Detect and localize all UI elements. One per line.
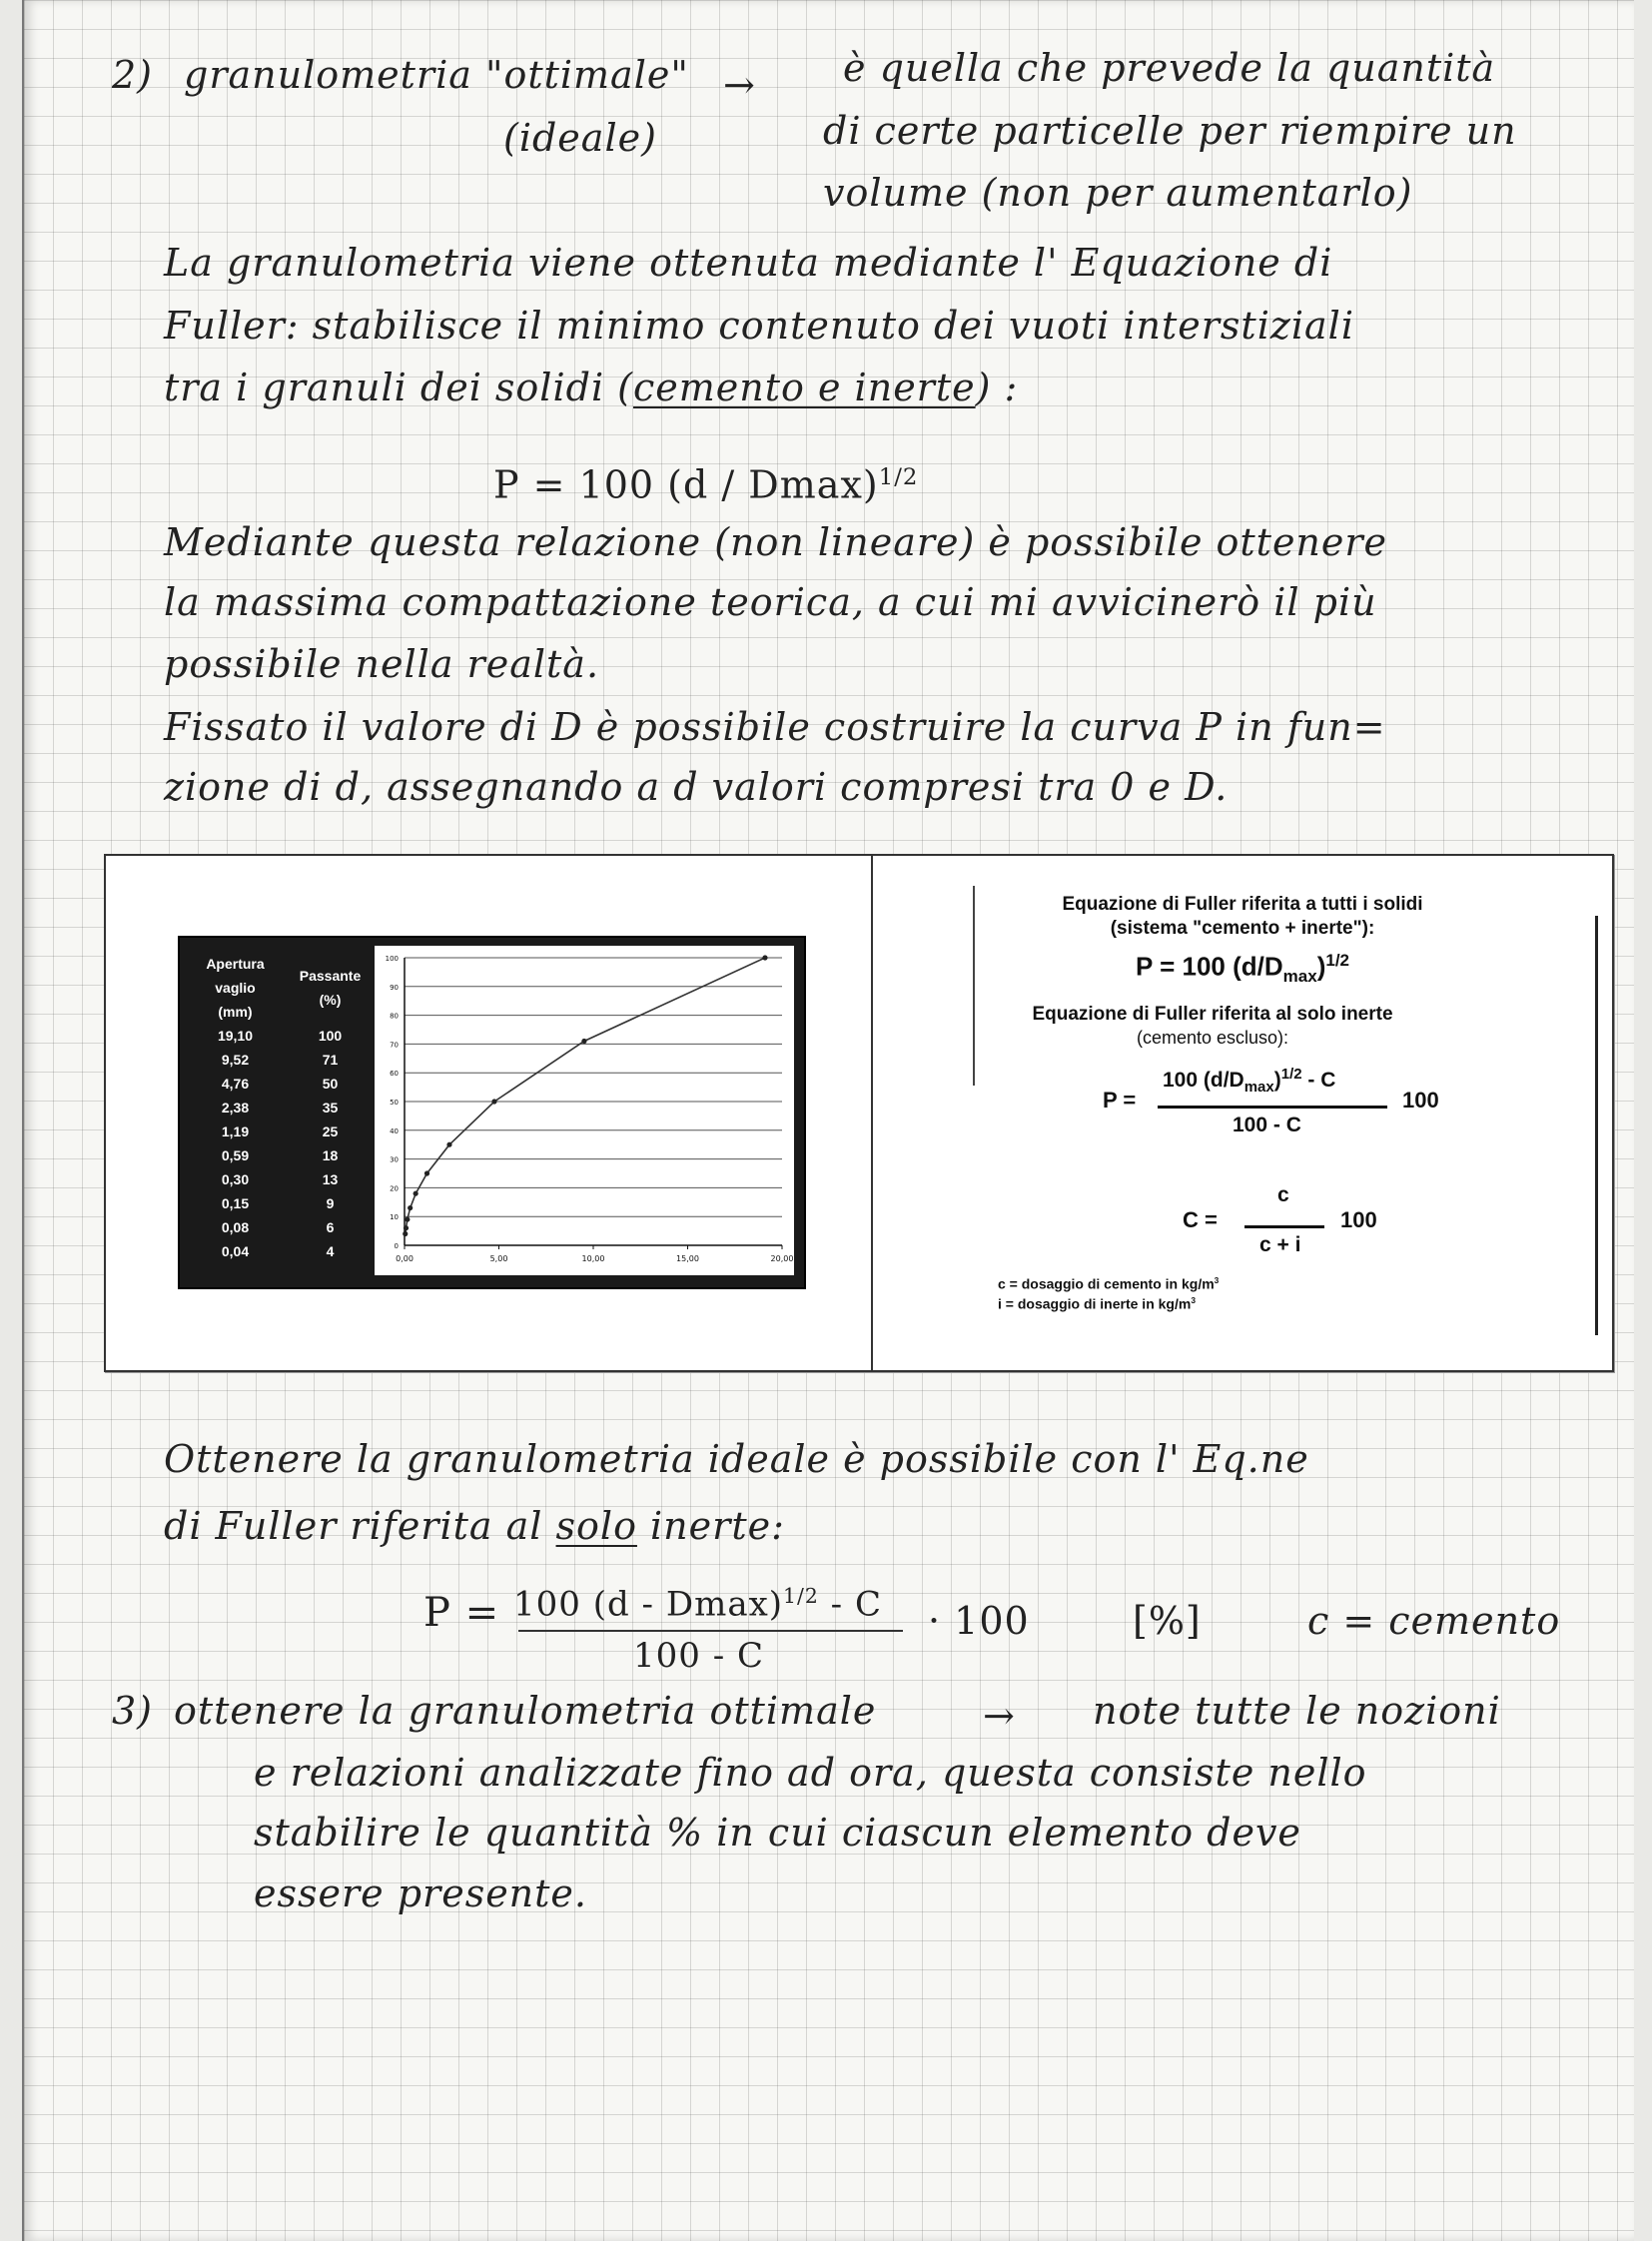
legend-cement-exp: 3 bbox=[1214, 1275, 1220, 1285]
eq3-fraction-line bbox=[1244, 1225, 1324, 1228]
para1-line-b: Fuller: stabilisce il minimo contenuto dei vuoti interstiziali bbox=[164, 304, 1354, 348]
section-2-def-c: volume (non per aumentarlo) bbox=[823, 171, 1413, 215]
table-row bbox=[188, 1215, 378, 1239]
table-row bbox=[188, 1239, 378, 1263]
y-tick-label: 100 bbox=[385, 955, 399, 963]
y-tick-label: 50 bbox=[390, 1099, 399, 1107]
data-point bbox=[408, 1205, 413, 1210]
cell-opening: 0,04 bbox=[221, 1243, 250, 1259]
para3-line-b: zione di d, assegnando a d valori compresi tra 0 e D. bbox=[164, 765, 1229, 809]
x-tick-label: 20,00 bbox=[770, 1254, 794, 1263]
grading-table bbox=[188, 952, 378, 1263]
para1-underlined: cemento e inerte bbox=[633, 366, 976, 409]
legend-cement-text: c = dosaggio di cemento in kg/m bbox=[998, 1275, 1215, 1292]
x-tick-label: 5,00 bbox=[489, 1254, 508, 1263]
cell-passing: 71 bbox=[322, 1052, 339, 1068]
eq2-num-sub: max bbox=[1243, 1079, 1274, 1097]
y-tick-label: 60 bbox=[390, 1070, 399, 1079]
cell-passing: 4 bbox=[326, 1243, 335, 1259]
fuller-text-block bbox=[873, 856, 1612, 1370]
eq2-multiplier: 100 bbox=[1402, 1088, 1439, 1113]
para1-line-c bbox=[164, 365, 1018, 410]
eq1-tail: ) bbox=[1316, 951, 1326, 982]
grading-curve-chart bbox=[375, 946, 794, 1275]
cell-opening: 0,08 bbox=[221, 1219, 250, 1235]
formula2-num-exp: 1/2 bbox=[783, 1584, 819, 1608]
cell-opening: 2,38 bbox=[221, 1100, 250, 1116]
section-3-line-d: stabilire le quantità % in cui ciascun elemento deve bbox=[254, 1811, 1301, 1855]
eq2-denominator: 100 - C bbox=[1233, 1114, 1301, 1136]
section-2-number: 2) bbox=[112, 53, 154, 97]
header-opening-2: vaglio bbox=[215, 980, 256, 996]
x-tick-label: 0,00 bbox=[396, 1254, 413, 1263]
formula2-numerator bbox=[513, 1573, 882, 1627]
eq2-num-main: 100 (d/D bbox=[1163, 1069, 1244, 1092]
cell-passing: 9 bbox=[326, 1195, 335, 1211]
y-tick-label: 70 bbox=[390, 1041, 399, 1050]
fuller-equations-figure bbox=[871, 854, 1614, 1372]
cell-opening: 9,52 bbox=[221, 1052, 250, 1068]
para4-underlined: solo bbox=[555, 1504, 637, 1548]
para2-line-c: possibile nella realtà. bbox=[164, 642, 600, 686]
header-passing-1: Passante bbox=[299, 968, 362, 984]
para1-line-c-start: tra i granuli dei solidi ( bbox=[164, 366, 633, 409]
cell-passing: 35 bbox=[322, 1100, 339, 1116]
section-2-term: granulometria "ottimale" bbox=[184, 53, 689, 97]
section-2-def-a: è quella che prevede la quantità bbox=[843, 46, 1496, 90]
eq2-lhs: P = bbox=[1103, 1088, 1137, 1113]
cell-passing: 18 bbox=[322, 1147, 339, 1163]
legend-inert-exp: 3 bbox=[1191, 1295, 1196, 1305]
formula2-lhs: P = bbox=[423, 1590, 500, 1636]
cell-opening: 19,10 bbox=[217, 1028, 254, 1044]
grading-dark-box bbox=[178, 936, 806, 1289]
grading-table-header bbox=[188, 952, 378, 1024]
header-passing-2: (%) bbox=[319, 992, 342, 1008]
formula2-fraction-line bbox=[518, 1630, 903, 1632]
eq3-denominator: c + i bbox=[1259, 1233, 1301, 1256]
eq1-sub: max bbox=[1282, 966, 1317, 986]
data-point bbox=[413, 1191, 418, 1196]
y-tick-label: 80 bbox=[390, 1012, 399, 1021]
cell-passing: 6 bbox=[326, 1219, 335, 1235]
fuller-title-2: Equazione di Fuller riferita al solo inerte bbox=[1032, 1004, 1393, 1025]
header-opening bbox=[188, 952, 283, 1024]
cell-passing: 50 bbox=[322, 1076, 339, 1092]
fuller-title-1-sub: (sistema "cemento + inerte"): bbox=[1110, 918, 1375, 939]
fuller-title-1: Equazione di Fuller riferita a tutti i solidi bbox=[1062, 894, 1423, 915]
eq1-main: P = 100 (d/D bbox=[1136, 951, 1283, 982]
formula2-num-tail: - C bbox=[818, 1584, 882, 1625]
section-3-title: ottenere la granulometria ottimale bbox=[174, 1689, 877, 1733]
table-row bbox=[188, 1024, 378, 1048]
para1-line-a: La granulometria viene ottenuta mediante l' Equazione di bbox=[164, 241, 1333, 285]
eq3-multiplier: 100 bbox=[1340, 1207, 1377, 1232]
table-row bbox=[188, 1191, 378, 1215]
grading-table-body bbox=[188, 1024, 378, 1263]
arrow-icon: → bbox=[723, 63, 756, 107]
data-point bbox=[446, 1142, 451, 1147]
para3-line-a: Fissato il valore di D è possibile costruire la curva P in fun= bbox=[164, 705, 1386, 749]
legend-cement bbox=[998, 1275, 1219, 1292]
formula2-multiplier: · 100 bbox=[928, 1599, 1030, 1643]
table-row bbox=[188, 1120, 378, 1143]
table-row bbox=[188, 1048, 378, 1072]
header-passing bbox=[283, 952, 378, 1024]
y-tick-label: 30 bbox=[390, 1155, 399, 1164]
cell-opening: 4,76 bbox=[221, 1076, 250, 1092]
formula2-note: c = cemento bbox=[1307, 1599, 1561, 1643]
y-tick-label: 0 bbox=[394, 1242, 399, 1250]
cell-passing: 25 bbox=[322, 1123, 339, 1139]
formula2-denominator: 100 - C bbox=[633, 1636, 765, 1676]
section-2-paren: (ideale) bbox=[503, 116, 657, 160]
eq2-num-exp: 1/2 bbox=[1280, 1066, 1302, 1083]
data-point bbox=[405, 1216, 410, 1221]
y-tick-label: 20 bbox=[390, 1184, 399, 1193]
eq2-fraction-line bbox=[1158, 1106, 1387, 1109]
data-point bbox=[424, 1170, 429, 1175]
para4-line-b-start: di Fuller riferita al bbox=[164, 1504, 556, 1548]
fuller-title-2-sub: (cemento escluso): bbox=[1136, 1028, 1289, 1048]
para4-line-b bbox=[164, 1503, 785, 1549]
header-opening-3: (mm) bbox=[218, 1004, 253, 1020]
cell-opening: 0,30 bbox=[221, 1171, 250, 1187]
table-row bbox=[188, 1096, 378, 1120]
y-tick-label: 10 bbox=[390, 1213, 399, 1222]
data-point bbox=[404, 1225, 409, 1230]
eq3-numerator: c bbox=[1277, 1183, 1289, 1206]
y-tick-label: 90 bbox=[390, 983, 399, 992]
chart-background bbox=[375, 946, 794, 1275]
section-3-line-c: e relazioni analizzate fino ad ora, questa consiste nello bbox=[254, 1751, 1367, 1795]
formula2-num-main: 100 (d - Dmax) bbox=[513, 1584, 784, 1625]
legend-inert-text: i = dosaggio di inerte in kg/m bbox=[998, 1295, 1192, 1312]
eq1-exp: 1/2 bbox=[1325, 951, 1349, 970]
x-tick-label: 15,00 bbox=[676, 1254, 699, 1263]
notebook-page bbox=[22, 0, 1634, 2241]
formula2-unit: [%] bbox=[1133, 1599, 1202, 1643]
formula-fuller-main: P = 100 (d / Dmax) bbox=[493, 462, 879, 507]
para2-line-a: Mediante questa relazione (non lineare) è possibile ottenere bbox=[164, 520, 1388, 564]
table-row bbox=[188, 1167, 378, 1191]
eq2-num-end: - C bbox=[1301, 1069, 1336, 1092]
cell-passing: 100 bbox=[318, 1028, 343, 1044]
cell-opening: 1,19 bbox=[221, 1123, 250, 1139]
para1-line-c-end: ) : bbox=[975, 366, 1019, 409]
cell-opening: 0,15 bbox=[221, 1195, 250, 1211]
eq2-num-tail: ) bbox=[1273, 1069, 1281, 1092]
formula-fuller bbox=[493, 454, 918, 508]
para2-line-b: la massima compattazione teorica, a cui mi avvicinerò il più bbox=[164, 580, 1377, 624]
cell-passing: 13 bbox=[322, 1171, 339, 1187]
x-tick-label: 10,00 bbox=[581, 1254, 605, 1263]
table-row bbox=[188, 1072, 378, 1096]
data-point bbox=[762, 955, 767, 960]
data-point bbox=[491, 1099, 496, 1104]
formula-fuller-exp: 1/2 bbox=[878, 464, 919, 490]
section-3-line-b: note tutte le nozioni bbox=[1093, 1689, 1501, 1733]
table-row bbox=[188, 1143, 378, 1167]
eq3-lhs: C = bbox=[1183, 1207, 1218, 1232]
header-opening-1: Apertura bbox=[206, 956, 265, 972]
fuller-eq-all-solids bbox=[873, 951, 1612, 987]
section-3-number: 3) bbox=[112, 1689, 154, 1733]
grading-figure bbox=[104, 854, 877, 1372]
data-point bbox=[581, 1039, 586, 1044]
data-point bbox=[403, 1231, 408, 1236]
para4-line-a: Ottenere la granulometria ideale è possibile con l' Eq.ne bbox=[164, 1437, 1309, 1481]
para4-line-b-end: inerte: bbox=[636, 1504, 785, 1548]
legend-inert bbox=[998, 1295, 1196, 1312]
arrow-icon-2: → bbox=[983, 1694, 1016, 1738]
section-3-line-e: essere presente. bbox=[254, 1871, 587, 1915]
cell-opening: 0,59 bbox=[221, 1147, 250, 1163]
section-2-def-b: di certe particelle per riempire un bbox=[823, 109, 1517, 153]
eq2-numerator bbox=[1163, 1066, 1335, 1096]
y-tick-label: 40 bbox=[390, 1126, 399, 1135]
